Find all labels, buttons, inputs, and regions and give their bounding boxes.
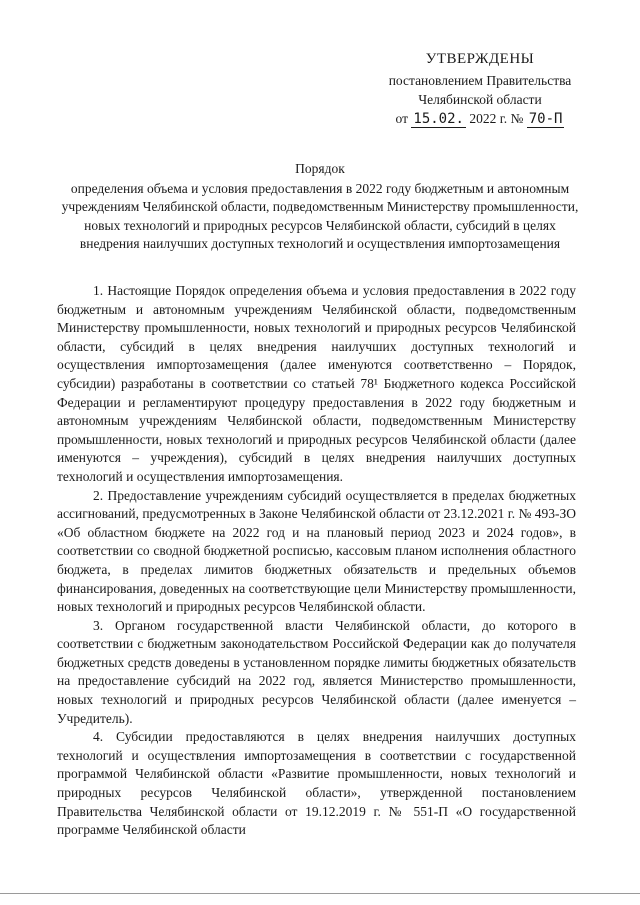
approval-line-1: постановлением Правительства — [388, 73, 572, 88]
title-text: определения объема и условия предоставления в 2022 году бюджетным и автономным учреждениям Челябинской области, подведомственным Министерству промышленности, новых технологий и природных ресурсов Челябинской области, субсидий в целях внедрения наилучших доступных технологий и осуществления импортозамещения — [61, 180, 579, 251]
paragraph-1: 1. Настоящие Порядок определения объема и условия предоставления в 2022 году бюджетным и автономным учреждениям Челябинской области, подведомственным Министерству промышленности, новых технологий и природных ресурсов Челябинской области, субсидий в целях внедрения наилучших доступных технологий и осуществления импортозамещения (далее именуются соответственно – Порядок, субсидии) разработаны в соответствии со статьей 78¹ Бюджетного кодекса Российской Федерации и регламентируют процедуру предоставления в 2022 году бюджетным и автономным учреждениям Челябинской области, подведомственным Министерству промышленности, новых технологий и природных ресурсов Челябинской области (далее именуются – учреждения), субсидий в целях внедрения наилучших доступных технологий и осуществления импортозамещения. — [57, 283, 576, 484]
approval-stamp — [360, 50, 600, 129]
approval-heading: УТВЕРЖДЕНЫ — [425, 51, 535, 67]
date-prefix: от — [395, 111, 409, 126]
paragraph-2: 2. Предоставление учреждениям субсидий осуществляется в пределах бюджетных ассигнований, предусмотренных в Законе Челябинской области от 23.12.2021 г. № 493-ЗО «Об областном бюджете на 2022 год и на плановый период 2023 и 2024 годов», в соответствии со сводной бюджетной росписью, кассовым планом исполнения областного бюджета, в пределах лимитов бюджетных обязательств и предельных объемов финансирования, доведенных на соответствующие цели Министерству промышленности, новых технологий и природных ресурсов Челябинской области. — [57, 487, 577, 615]
handwritten-date: 15.02. — [413, 111, 464, 127]
paragraph-3: 3. Органом государственной власти Челябинской области, до которого в соответствии с бюджетным законодательством Российской Федерации как до получателя бюджетных средств доведены в установленном порядке лимиты бюджетных обязательств на предоставление субсидий на 2022 год, является Министерство промышленности, новых технологий и природных ресурсов Челябинской области (далее именуется – Учредитель). — [57, 617, 576, 726]
date-year: 2022 г. № — [469, 111, 524, 126]
title-word: Порядок — [295, 161, 345, 176]
page-bottom-edge — [0, 893, 640, 894]
paragraph-4: 4. Субсидии предоставляются в целях внедрения наилучших доступных технологий и осуществления импортозамещения в соответствии с государственной программой Челябинской области «Развитие промышленности, новых технологий и природных ресурсов Челябинской области», утвержденной постановлением Правительства Челябинской области от 19.12.2019 г. № 551-П «О государственной программе Челябинской области — [57, 729, 576, 838]
document-body — [57, 282, 576, 840]
approval-line-2: Челябинской области — [418, 92, 542, 107]
handwritten-number: 70-П — [528, 111, 563, 127]
approval-date-line — [360, 109, 600, 129]
document-title — [60, 160, 580, 254]
